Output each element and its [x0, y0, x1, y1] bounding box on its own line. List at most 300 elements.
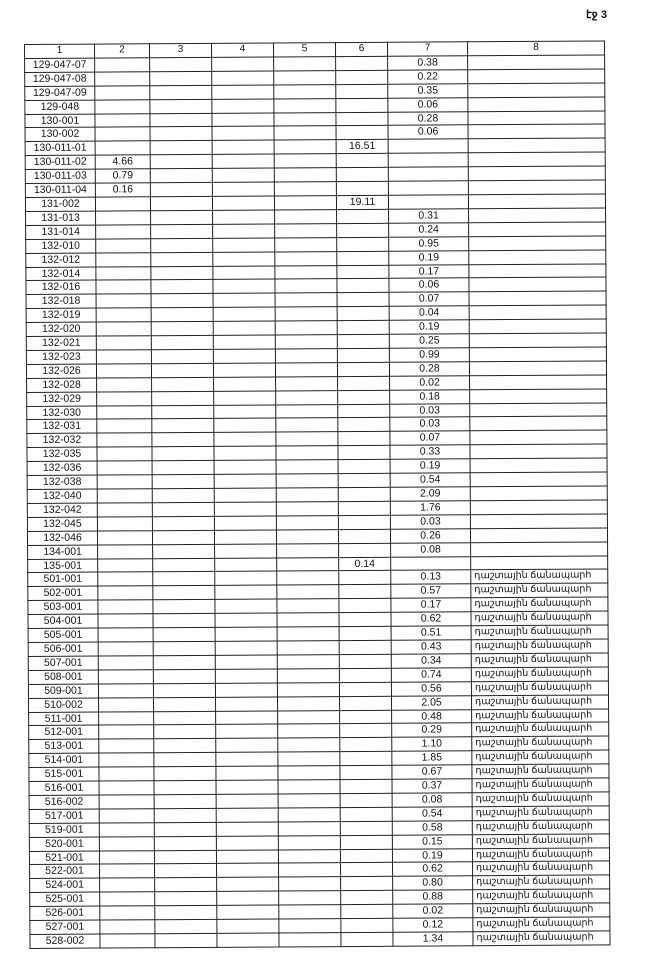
- cell-col-4: [213, 265, 275, 279]
- cell-col-3: [151, 321, 213, 335]
- cell-col-4: [213, 279, 275, 293]
- cell-col-2: [99, 850, 154, 864]
- cell-col-2: [99, 725, 154, 739]
- column-header-4: 4: [211, 43, 273, 57]
- cell-parcel-code: 132-038: [27, 475, 97, 489]
- cell-parcel-code: 132-019: [26, 308, 96, 322]
- cell-parcel-code: 130-011-01: [25, 141, 95, 155]
- cell-parcel-code: 129-047-08: [25, 72, 95, 86]
- cell-col-6: [338, 418, 390, 432]
- land-parcel-table-sheet: [24, 40, 611, 948]
- cell-col-8: դաշտային ճանապարհ: [472, 722, 609, 737]
- cell-col-7: 0.02: [390, 376, 470, 390]
- cell-col-7: 0.19: [390, 459, 470, 473]
- cell-col-4: [213, 307, 275, 321]
- cell-col-8: [471, 542, 608, 557]
- cell-col-5: [275, 265, 337, 279]
- cell-col-7: 0.95: [389, 236, 469, 250]
- cell-col-5: [277, 696, 339, 710]
- cell-col-7: 0.99: [389, 348, 469, 362]
- cell-col-4: [213, 335, 275, 349]
- cell-col-8: դաշտային ճանապարհ: [473, 903, 610, 918]
- cell-col-2: [98, 572, 153, 586]
- cell-col-3: [153, 544, 215, 558]
- cell-col-7: 0.22: [388, 70, 468, 84]
- cell-col-6: [337, 279, 389, 293]
- cell-parcel-code: 132-035: [27, 447, 97, 461]
- cell-parcel-code: 132-030: [27, 406, 97, 420]
- cell-col-8: [470, 375, 607, 390]
- cell-col-6: [341, 904, 393, 918]
- cell-col-4: [214, 460, 276, 474]
- cell-col-7: 0.19: [389, 320, 469, 334]
- cell-col-2: [97, 489, 152, 503]
- cell-col-7: 0.29: [392, 723, 472, 737]
- cell-parcel-code: 130-002: [25, 128, 95, 142]
- cell-col-8: դաշտային ճանապարհ: [472, 708, 609, 723]
- cell-col-3: [155, 906, 217, 920]
- cell-col-2: [97, 447, 152, 461]
- cell-col-8: [470, 486, 607, 501]
- cell-col-2: [97, 475, 152, 489]
- cell-parcel-code: 132-045: [27, 517, 97, 531]
- cell-col-5: [278, 766, 340, 780]
- cell-parcel-code: 132-021: [26, 336, 96, 350]
- cell-col-7: 0.19: [392, 848, 472, 862]
- cell-col-6: [336, 98, 388, 112]
- cell-col-2: 0.16: [95, 183, 150, 197]
- cell-col-3: [151, 280, 213, 294]
- cell-col-8: [468, 83, 605, 98]
- cell-parcel-code: 132-046: [27, 531, 97, 545]
- cell-col-4: [215, 641, 277, 655]
- cell-parcel-code: 132-028: [27, 378, 97, 392]
- cell-col-2: [95, 99, 150, 113]
- cell-col-5: [278, 710, 340, 724]
- cell-col-3: [153, 614, 215, 628]
- cell-col-4: [216, 752, 278, 766]
- cell-col-8: դաշտային ճանապարհ: [472, 848, 609, 863]
- cell-col-3: [153, 572, 215, 586]
- cell-col-2: [99, 739, 154, 753]
- cell-col-6: [341, 891, 393, 905]
- cell-col-3: [153, 669, 215, 683]
- cell-col-3: [150, 99, 212, 113]
- cell-col-3: [155, 864, 217, 878]
- cell-col-2: [98, 670, 153, 684]
- cell-col-5: [274, 154, 336, 168]
- cell-col-5: [274, 57, 336, 71]
- cell-col-3: [150, 155, 212, 169]
- cell-col-8: [470, 472, 607, 487]
- cell-col-8: դաշտային ճանապարհ: [473, 875, 610, 890]
- cell-col-4: [212, 113, 274, 127]
- cell-col-2: [98, 558, 153, 572]
- cell-col-4: [217, 905, 279, 919]
- cell-col-8: դաշտային ճանապարհ: [472, 820, 609, 835]
- cell-col-6: [340, 738, 392, 752]
- cell-col-4: [214, 418, 276, 432]
- cell-col-5: [276, 390, 338, 404]
- cell-col-4: [217, 919, 279, 933]
- cell-col-4: [212, 99, 274, 113]
- cell-col-4: [212, 196, 274, 210]
- cell-col-8: [469, 263, 606, 278]
- cell-col-8: [468, 166, 605, 181]
- cell-col-7: 0.43: [391, 640, 471, 654]
- cell-col-2: [98, 586, 153, 600]
- cell-col-3: [154, 780, 216, 794]
- cell-col-5: [279, 933, 341, 947]
- cell-col-5: [277, 599, 339, 613]
- cell-col-4: [214, 432, 276, 446]
- cell-col-2: [100, 892, 155, 906]
- cell-col-2: [98, 642, 153, 656]
- cell-col-2: [98, 697, 153, 711]
- cell-col-5: [275, 209, 337, 223]
- cell-col-3: [151, 210, 213, 224]
- cell-col-8: [470, 403, 607, 418]
- cell-col-4: [213, 321, 275, 335]
- cell-col-6: [339, 654, 391, 668]
- cell-col-7: 0.08: [392, 793, 472, 807]
- cell-col-2: [95, 58, 150, 72]
- cell-col-4: [213, 363, 275, 377]
- cell-col-7: 0.04: [389, 306, 469, 320]
- cell-parcel-code: 131-002: [25, 197, 95, 211]
- cell-col-3: [151, 266, 213, 280]
- cell-parcel-code: 132-036: [27, 461, 97, 475]
- cell-col-7: [388, 181, 468, 195]
- page-number-label: էջ 3: [586, 9, 607, 21]
- cell-col-5: [277, 668, 339, 682]
- cell-col-2: [95, 197, 150, 211]
- cell-col-3: [151, 294, 213, 308]
- cell-col-5: [277, 682, 339, 696]
- cell-parcel-code: 528-002: [30, 934, 100, 948]
- cell-col-5: [278, 738, 340, 752]
- cell-col-7: 0.57: [391, 584, 471, 598]
- cell-parcel-code: 132-012: [26, 253, 96, 267]
- cell-parcel-code: 508-001: [28, 670, 98, 684]
- cell-parcel-code: 132-026: [26, 364, 96, 378]
- cell-col-7: 0.35: [388, 84, 468, 98]
- cell-col-3: [154, 739, 216, 753]
- cell-col-8: [468, 180, 605, 195]
- cell-parcel-code: 525-001: [30, 892, 100, 906]
- cell-col-7: 0.18: [390, 389, 470, 403]
- cell-parcel-code: 507-001: [28, 656, 98, 670]
- cell-parcel-code: 521-001: [29, 851, 99, 865]
- cell-col-4: [213, 210, 275, 224]
- cell-col-3: [154, 850, 216, 864]
- cell-col-4: [216, 724, 278, 738]
- cell-col-5: [275, 307, 337, 321]
- cell-col-3: [151, 349, 213, 363]
- cell-parcel-code: 503-001: [28, 600, 98, 614]
- cell-col-4: [212, 182, 274, 196]
- cell-col-5: [279, 891, 341, 905]
- cell-col-7: [388, 153, 468, 167]
- cell-col-5: [275, 251, 337, 265]
- cell-col-5: [277, 571, 339, 585]
- land-parcel-table: [24, 40, 611, 948]
- cell-col-6: [341, 918, 393, 932]
- cell-col-8: դաշտային ճանապարհ: [471, 569, 608, 584]
- cell-col-3: [155, 919, 217, 933]
- cell-col-4: [217, 863, 279, 877]
- cell-col-3: [153, 586, 215, 600]
- cell-col-3: [150, 127, 212, 141]
- cell-col-5: [274, 84, 336, 98]
- cell-col-7: 0.67: [392, 765, 472, 779]
- cell-col-2: [100, 934, 155, 948]
- cell-col-2: [98, 614, 153, 628]
- cell-parcel-code: 516-002: [29, 795, 99, 809]
- cell-col-7: 0.25: [389, 334, 469, 348]
- cell-col-6: [339, 571, 391, 585]
- cell-col-8: [469, 347, 606, 362]
- cell-col-2: [99, 781, 154, 795]
- cell-col-8: [471, 555, 608, 570]
- cell-parcel-code: 132-016: [26, 280, 96, 294]
- cell-col-3: [151, 308, 213, 322]
- cell-col-2: [96, 266, 151, 280]
- cell-col-7: 0.12: [393, 918, 473, 932]
- cell-col-5: [276, 488, 338, 502]
- cell-col-4: [216, 850, 278, 864]
- cell-col-2: [97, 405, 152, 419]
- table-body: [25, 55, 610, 949]
- cell-col-7: 0.54: [390, 473, 470, 487]
- cell-parcel-code: 132-031: [27, 420, 97, 434]
- cell-col-2: [95, 85, 150, 99]
- cell-col-5: [277, 613, 339, 627]
- cell-col-8: [470, 528, 607, 543]
- cell-col-3: [154, 753, 216, 767]
- cell-col-8: [468, 138, 605, 153]
- cell-col-6: [337, 265, 389, 279]
- cell-col-3: [152, 461, 214, 475]
- cell-col-6: [340, 779, 392, 793]
- cell-col-2: [97, 530, 152, 544]
- cell-col-3: [152, 405, 214, 419]
- cell-col-2: [95, 72, 150, 86]
- cell-col-4: [213, 349, 275, 363]
- cell-col-8: դաշտային ճանապարհ: [471, 583, 608, 598]
- cell-col-4: [216, 780, 278, 794]
- cell-col-4: [215, 557, 277, 571]
- cell-col-4: [212, 85, 274, 99]
- cell-col-5: [278, 807, 340, 821]
- cell-col-6: [338, 473, 390, 487]
- cell-parcel-code: 132-032: [27, 433, 97, 447]
- cell-col-5: [278, 835, 340, 849]
- cell-col-6: [340, 835, 392, 849]
- cell-col-8: [469, 250, 606, 265]
- cell-col-6: [336, 70, 388, 84]
- cell-col-4: [216, 766, 278, 780]
- cell-col-7: 0.07: [390, 431, 470, 445]
- cell-col-7: 0.28: [389, 362, 469, 376]
- cell-col-6: [337, 237, 389, 251]
- cell-col-2: [98, 544, 153, 558]
- cell-col-5: [276, 529, 338, 543]
- cell-parcel-code: 522-001: [30, 865, 100, 879]
- cell-col-6: [339, 668, 391, 682]
- cell-col-6: [337, 320, 389, 334]
- cell-parcel-code: 129-048: [25, 100, 95, 114]
- cell-col-4: [215, 627, 277, 641]
- cell-col-5: [274, 168, 336, 182]
- cell-col-3: [151, 238, 213, 252]
- cell-col-6: [338, 376, 390, 390]
- cell-parcel-code: 130-011-04: [25, 183, 95, 197]
- cell-col-6: [337, 209, 389, 223]
- cell-col-3: [150, 196, 212, 210]
- cell-col-5: [277, 627, 339, 641]
- cell-col-8: դաշտային ճանապարհ: [472, 750, 609, 765]
- cell-parcel-code: 502-001: [28, 586, 98, 600]
- cell-col-6: [338, 487, 390, 501]
- cell-parcel-code: 131-013: [26, 211, 96, 225]
- cell-col-7: 0.58: [392, 821, 472, 835]
- cell-parcel-code: 520-001: [29, 837, 99, 851]
- cell-col-2: [98, 683, 153, 697]
- cell-col-3: [153, 600, 215, 614]
- cell-col-2: [100, 864, 155, 878]
- cell-col-3: [155, 878, 217, 892]
- cell-col-6: [338, 390, 390, 404]
- cell-col-6: [337, 306, 389, 320]
- cell-col-4: [217, 891, 279, 905]
- cell-col-8: դաշտային ճանապարհ: [471, 681, 608, 696]
- cell-col-4: [213, 293, 275, 307]
- cell-col-3: [150, 169, 212, 183]
- cell-col-3: [150, 71, 212, 85]
- cell-col-3: [153, 655, 215, 669]
- cell-col-6: 19.11: [336, 195, 388, 209]
- cell-col-3: [154, 794, 216, 808]
- cell-col-2: [96, 280, 151, 294]
- cell-col-7: 0.17: [389, 264, 469, 278]
- cell-col-3: [154, 766, 216, 780]
- cell-col-3: [153, 697, 215, 711]
- cell-col-8: [470, 444, 607, 459]
- cell-col-4: [213, 238, 275, 252]
- cell-col-2: [96, 364, 151, 378]
- cell-col-7: 0.28: [388, 111, 468, 125]
- cell-col-7: 0.02: [393, 904, 473, 918]
- cell-col-4: [215, 544, 277, 558]
- column-header-1: 1: [25, 44, 95, 58]
- cell-col-4: [212, 154, 274, 168]
- cell-col-7: 0.08: [391, 542, 471, 556]
- cell-col-8: [469, 319, 606, 334]
- cell-col-7: 0.06: [388, 97, 468, 111]
- cell-col-3: [153, 627, 215, 641]
- cell-col-6: [339, 585, 391, 599]
- cell-col-8: [470, 430, 607, 445]
- cell-col-7: 0.80: [393, 876, 473, 890]
- cell-col-6: [336, 154, 388, 168]
- cell-col-8: [469, 305, 606, 320]
- cell-col-5: [278, 849, 340, 863]
- cell-col-3: [155, 892, 217, 906]
- cell-col-3: [152, 530, 214, 544]
- cell-col-8: դաշտային ճանապարհ: [473, 889, 610, 904]
- cell-col-6: [341, 863, 393, 877]
- cell-col-6: [339, 612, 391, 626]
- cell-parcel-code: 515-001: [29, 767, 99, 781]
- cell-col-6: [340, 821, 392, 835]
- cell-col-4: [214, 516, 276, 530]
- cell-col-2: [95, 127, 150, 141]
- cell-col-4: [215, 571, 277, 585]
- cell-col-5: [275, 321, 337, 335]
- cell-col-3: [152, 433, 214, 447]
- cell-col-5: [274, 182, 336, 196]
- cell-col-2: [96, 225, 151, 239]
- cell-col-4: [216, 738, 278, 752]
- cell-parcel-code: 516-001: [29, 781, 99, 795]
- cell-col-3: [151, 224, 213, 238]
- cell-col-2: [96, 322, 151, 336]
- cell-col-5: [274, 112, 336, 126]
- cell-col-5: [279, 863, 341, 877]
- cell-col-5: [276, 404, 338, 418]
- cell-col-4: [217, 933, 279, 947]
- cell-col-6: [336, 112, 388, 126]
- cell-col-6: [338, 515, 390, 529]
- cell-col-3: [152, 391, 214, 405]
- cell-col-4: [214, 474, 276, 488]
- cell-col-5: [275, 223, 337, 237]
- cell-col-2: [96, 350, 151, 364]
- cell-parcel-code: 130-011-03: [25, 169, 95, 183]
- cell-col-8: դաշտային ճանապարհ: [473, 917, 610, 932]
- cell-col-6: [340, 765, 392, 779]
- cell-col-6: [337, 334, 389, 348]
- cell-col-6: [337, 362, 389, 376]
- cell-col-2: [99, 836, 154, 850]
- cell-col-3: [150, 141, 212, 155]
- cell-col-7: 1.34: [393, 932, 473, 946]
- cell-col-7: 0.74: [391, 668, 471, 682]
- cell-col-2: [96, 252, 151, 266]
- cell-col-4: [215, 655, 277, 669]
- cell-col-5: [279, 877, 341, 891]
- cell-col-6: [340, 710, 392, 724]
- cell-col-7: 0.48: [392, 709, 472, 723]
- cell-col-6: [340, 724, 392, 738]
- cell-parcel-code: 132-029: [27, 392, 97, 406]
- cell-parcel-code: 501-001: [28, 572, 98, 586]
- cell-col-4: [216, 808, 278, 822]
- cell-col-4: [212, 140, 274, 154]
- cell-parcel-code: 131-014: [26, 225, 96, 239]
- cell-col-7: 0.15: [392, 834, 472, 848]
- cell-col-4: [214, 377, 276, 391]
- cell-col-8: [470, 514, 607, 529]
- cell-col-6: [340, 807, 392, 821]
- cell-col-6: [338, 404, 390, 418]
- cell-col-8: [469, 361, 606, 376]
- cell-col-4: [216, 710, 278, 724]
- cell-col-8: [470, 500, 607, 515]
- cell-col-4: [216, 836, 278, 850]
- cell-col-7: [388, 195, 468, 209]
